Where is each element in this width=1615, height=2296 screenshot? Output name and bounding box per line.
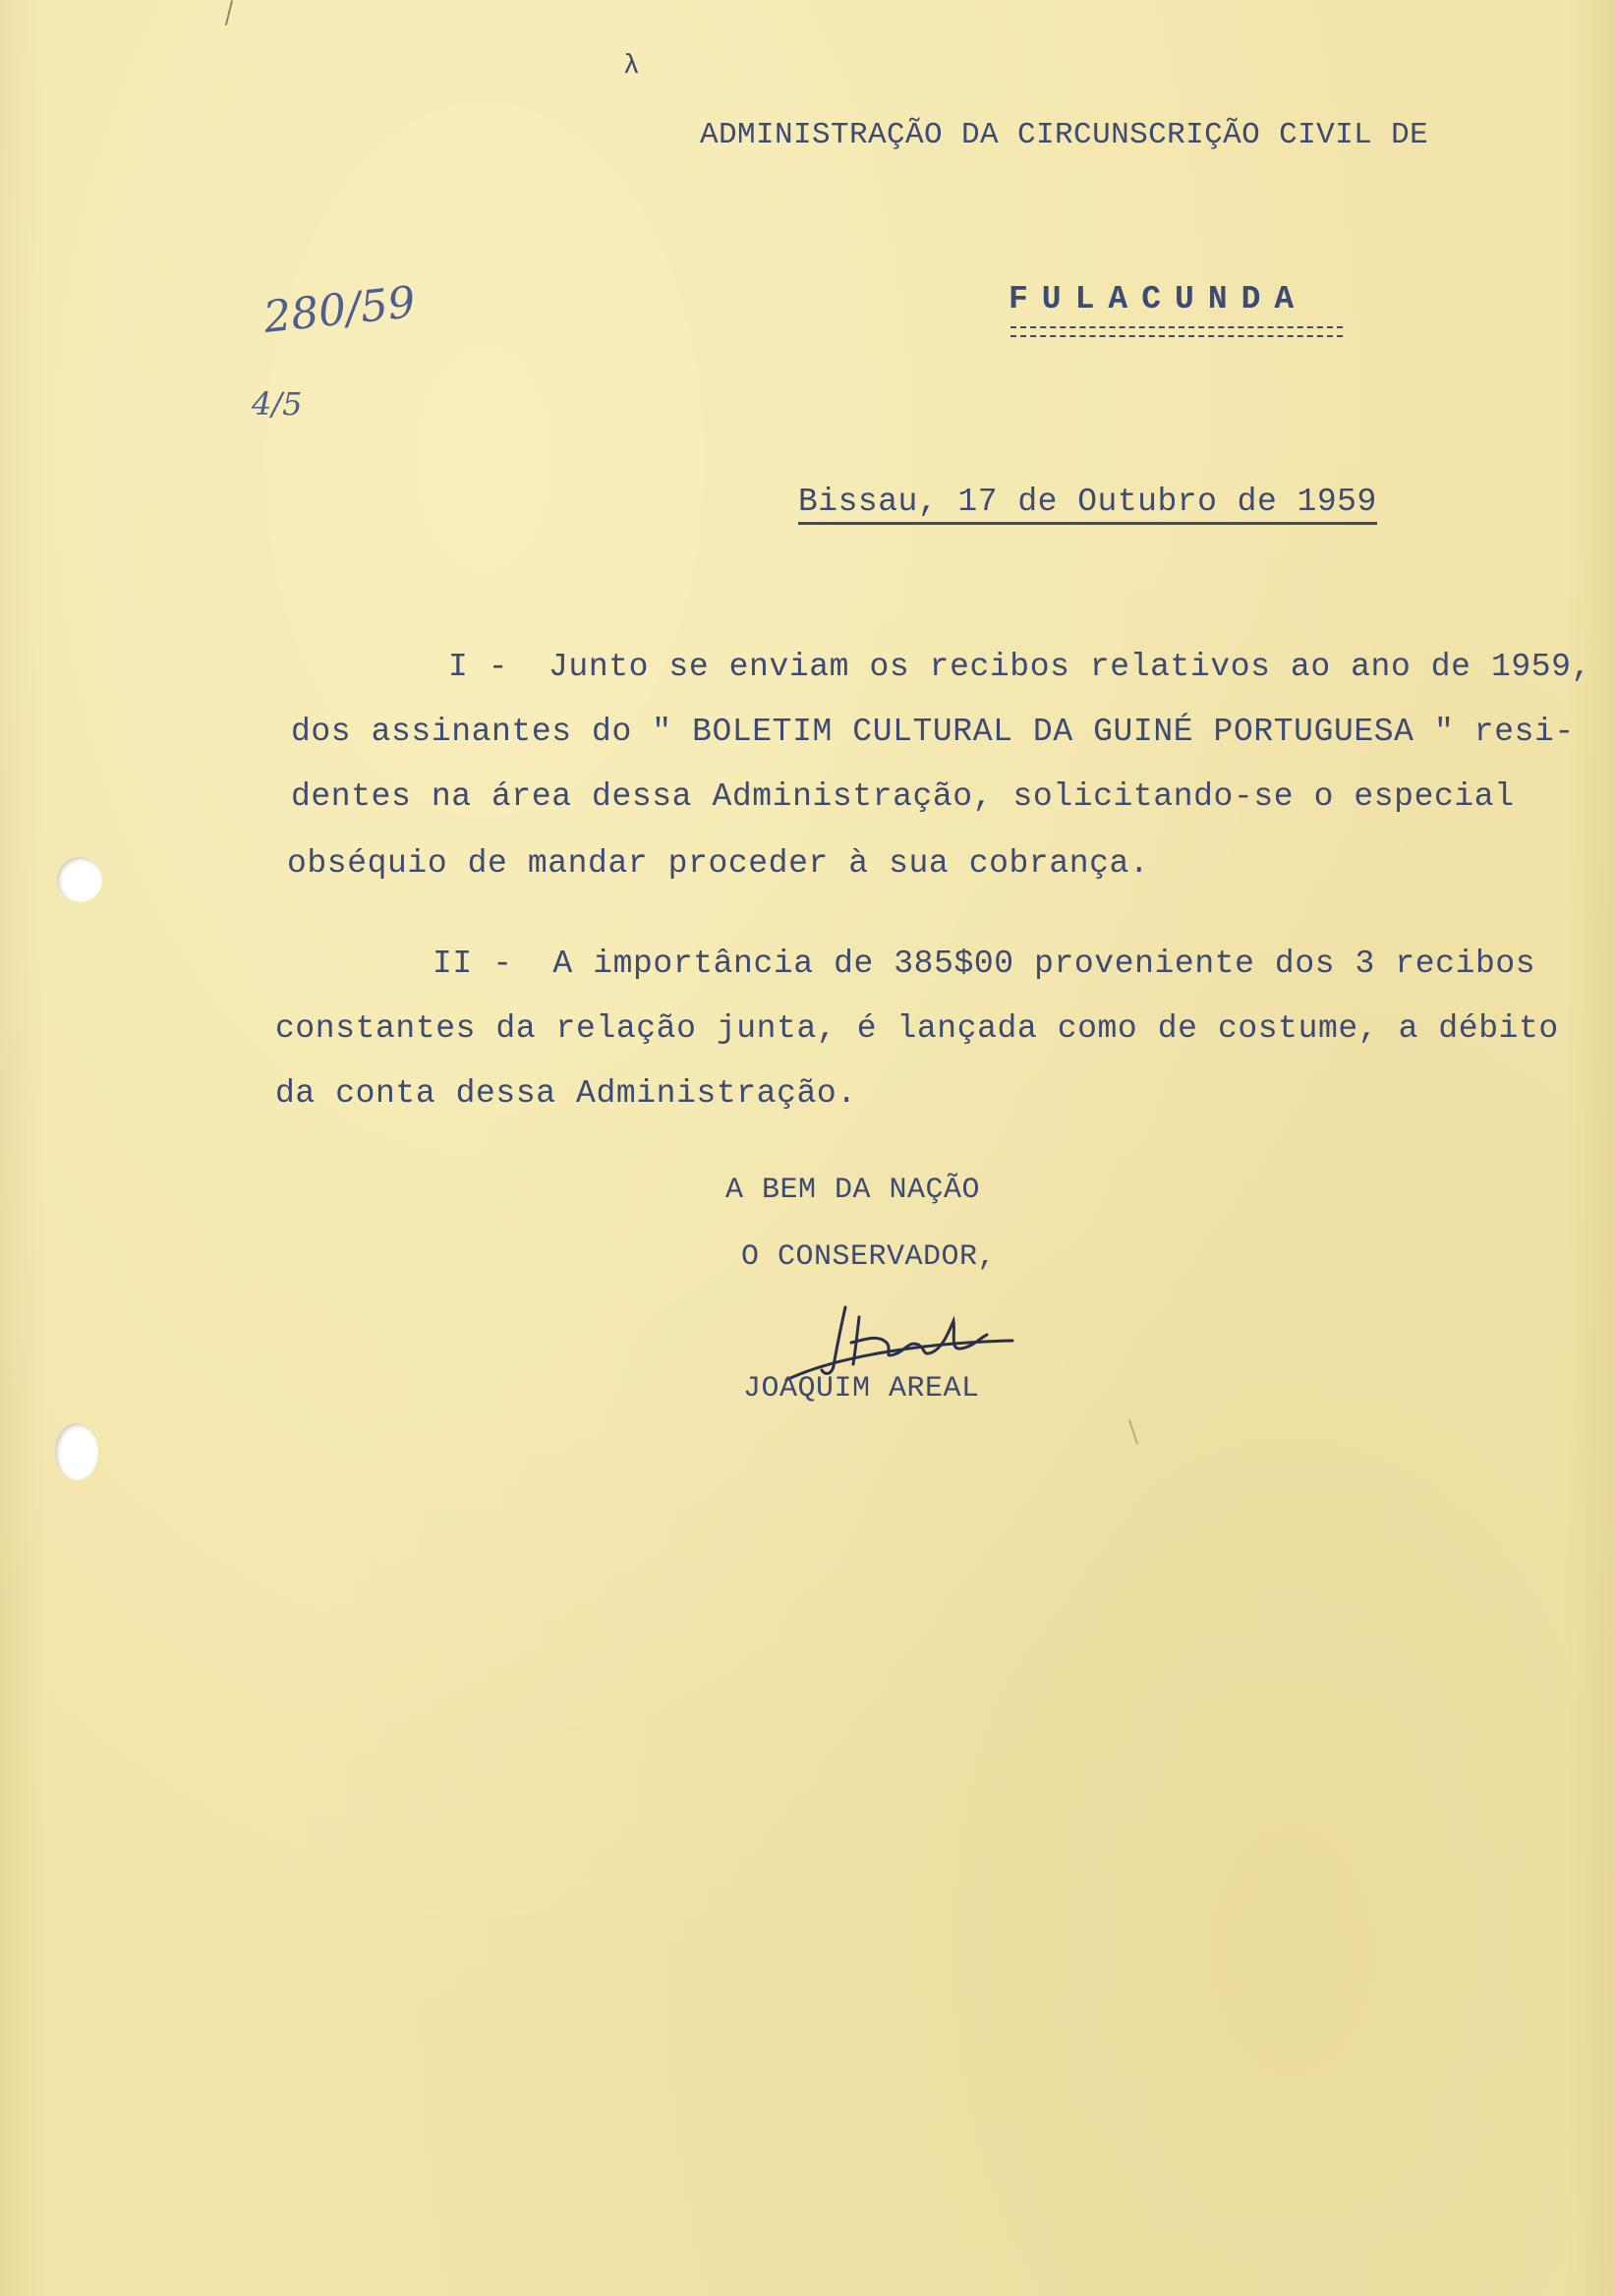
section-two-line-2: constantes da relação junta, é lançada como de costume, a débito [275,1010,1559,1047]
date-line: Bissau, 17 de Outubro de 1959 [798,484,1377,525]
paper-crease [1128,1419,1138,1444]
section-two-line-1: II - A importância de 385$00 proveniente dos 3 recibos [433,946,1536,982]
handwritten-index: 4/5 [252,385,303,423]
closing-salutation: A BEM DA NAÇÃO [725,1174,981,1207]
closing-name: JOAQUIM AREAL [743,1372,980,1406]
header-line: ADMINISTRAÇÃO DA CIRCUNSCRIÇÃO CIVIL DE [700,118,1429,152]
punch-hole-top [57,857,102,902]
stray-mark [225,0,233,26]
header-place-rule [1010,326,1343,337]
punch-hole-bottom [55,1423,98,1480]
closing-role: O CONSERVADOR, [741,1240,997,1274]
section-one-line-3: dentes na área dessa Administração, solicitando-se o especial [291,778,1515,815]
section-one-line-4: obséquio de mandar proceder à sua cobrança. [287,845,1150,882]
handwritten-reference: 280/59 [260,277,419,343]
header-place: FULACUNDA [1009,281,1308,317]
page-mark: λ [623,51,641,82]
section-two-line-3: da conta dessa Administração. [275,1075,857,1112]
section-one-line-1: I - Junto se enviam os recibos relativos ao ano de 1959, [448,649,1591,685]
section-one-line-2: dos assinantes do " BOLETIM CULTURAL DA GUINÉ PORTUGUESA " resi- [291,714,1575,750]
